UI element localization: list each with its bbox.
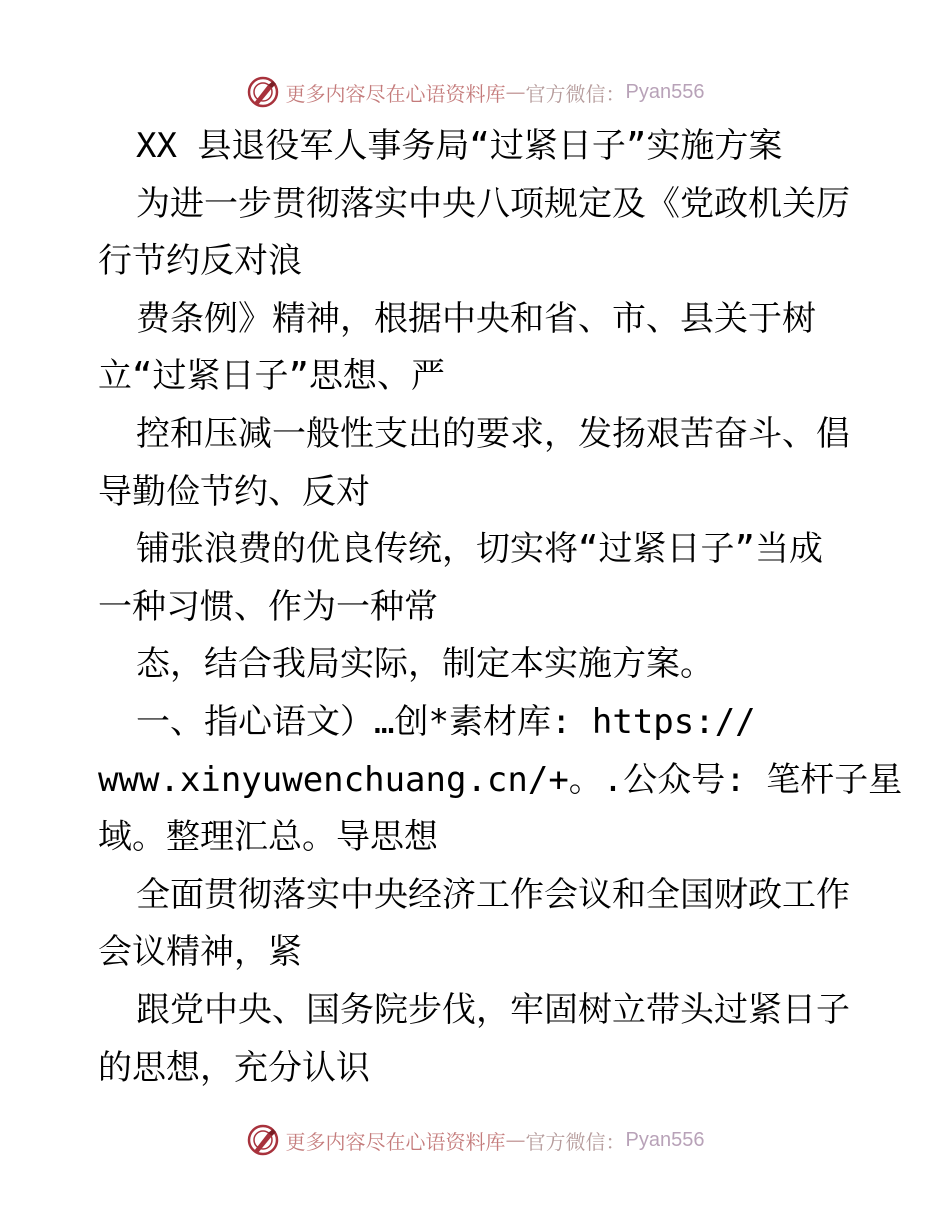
paragraph-line: 跟党中央、国务院步伐，牢固树立带头过紧日子 bbox=[136, 989, 850, 1030]
paragraph-line: 行节约反对浪 bbox=[98, 241, 302, 282]
pen-circle-logo-icon bbox=[246, 75, 280, 109]
footer-banner bbox=[0, 1120, 950, 1160]
document-title: XX 县退役军人事务局“过紧日子”实施方案 bbox=[136, 126, 783, 166]
paragraph-line: 导勤俭节约、反对 bbox=[98, 471, 370, 512]
footer-banner-wechat-id: Pyan556 bbox=[625, 1128, 705, 1151]
header-banner-text: 更多内容尽在心语资料库 bbox=[285, 81, 506, 106]
header-banner-dash: — bbox=[505, 80, 526, 104]
paragraph-line: 一种习惯、作为一种常 bbox=[98, 586, 438, 627]
paragraph-line: 立“过紧日子”思想、严 bbox=[98, 356, 445, 397]
header-banner-wechat-label: 官方微信： bbox=[525, 81, 626, 106]
paragraph-line: 会议精神，紧 bbox=[98, 932, 302, 973]
paragraph-line: 铺张浪费的优良传统，切实将“过紧日子”当成 bbox=[136, 529, 823, 570]
footer-banner-wechat-label: 官方微信： bbox=[525, 1129, 626, 1154]
paragraph-line: 的思想，充分认识 bbox=[98, 1047, 370, 1088]
header-banner-wechat-id: Pyan556 bbox=[625, 80, 705, 103]
paragraph-line: 为进一步贯彻落实中央八项规定及《党政机关厉 bbox=[136, 183, 850, 224]
document-body bbox=[98, 118, 903, 1097]
paragraph-line: 域。整理汇总。导思想 bbox=[98, 817, 438, 858]
paragraph-line: 控和压减一般性支出的要求，发扬艰苦奋斗、倡 bbox=[136, 413, 850, 454]
paragraph-line: 全面贯彻落实中央经济工作会议和全国财政工作 bbox=[136, 874, 850, 915]
pen-circle-logo-icon bbox=[246, 1123, 280, 1157]
paragraph-line: www.xinyuwenchuang.cn/+。.公众号: 笔杆子星 bbox=[98, 759, 903, 800]
header-banner bbox=[0, 72, 950, 112]
paragraph-line: 态，结合我局实际，制定本实施方案。 bbox=[136, 644, 714, 685]
footer-banner-dash: — bbox=[505, 1128, 526, 1152]
section-heading-line: 一、指心语文）…创*素材库: https:// bbox=[136, 701, 756, 742]
paragraph-line: 费条例》精神，根据中央和省、市、县关于树 bbox=[136, 298, 816, 339]
footer-banner-text: 更多内容尽在心语资料库 bbox=[285, 1129, 506, 1154]
